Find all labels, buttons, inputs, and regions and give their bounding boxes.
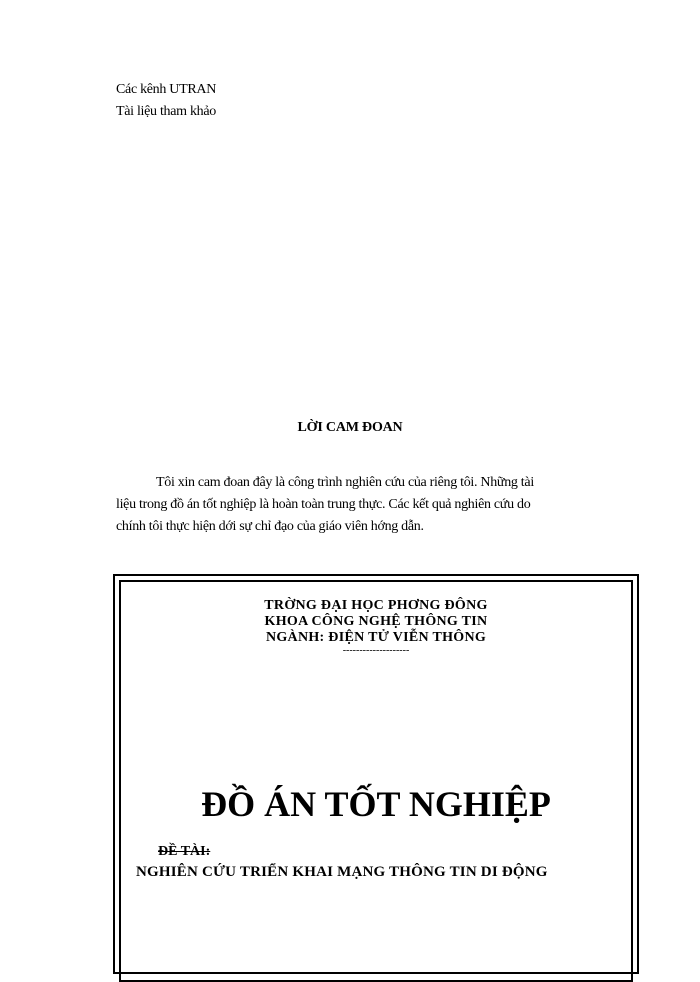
declaration-line: Tôi xin cam đoan đây là công trình nghiên cứu của riêng tôi. Những tài [156, 475, 534, 490]
faculty-name: KHOA CÔNG NGHỆ THÔNG TIN [264, 614, 488, 629]
declaration-title: LỜI CAM ĐOAN [297, 420, 403, 435]
major-name: NGÀNH: ĐIỆN TỬ VIỄN THÔNG [265, 630, 487, 645]
declaration-line: liệu trong đồ án tốt nghiệp là hoàn toàn trung thực. Các kết quả nghiên cứu do [116, 497, 531, 512]
header-separator: -------------------- [342, 645, 410, 656]
thesis-title: ĐỒ ÁN TỐT NGHIỆP [201, 784, 551, 824]
toc-entry-references: Tài liệu tham khảo [116, 104, 216, 119]
cover-header [113, 598, 639, 656]
topic-label: ĐỀ TÀI: [158, 844, 211, 859]
declaration-body [116, 472, 636, 538]
toc-entry-utran-channels: Các kênh UTRAN [116, 82, 217, 97]
declaration-line: chính tôi thực hiện dới sự chỉ đạo của giáo viên hớng dẫn. [116, 519, 424, 534]
thesis-topic: NGHIÊN CỨU TRIỂN KHAI MẠNG THÔNG TIN DI ĐỘNG [136, 864, 548, 880]
university-name: TRỜNG ĐẠI HỌC PHƠNG ĐÔNG [264, 598, 488, 613]
